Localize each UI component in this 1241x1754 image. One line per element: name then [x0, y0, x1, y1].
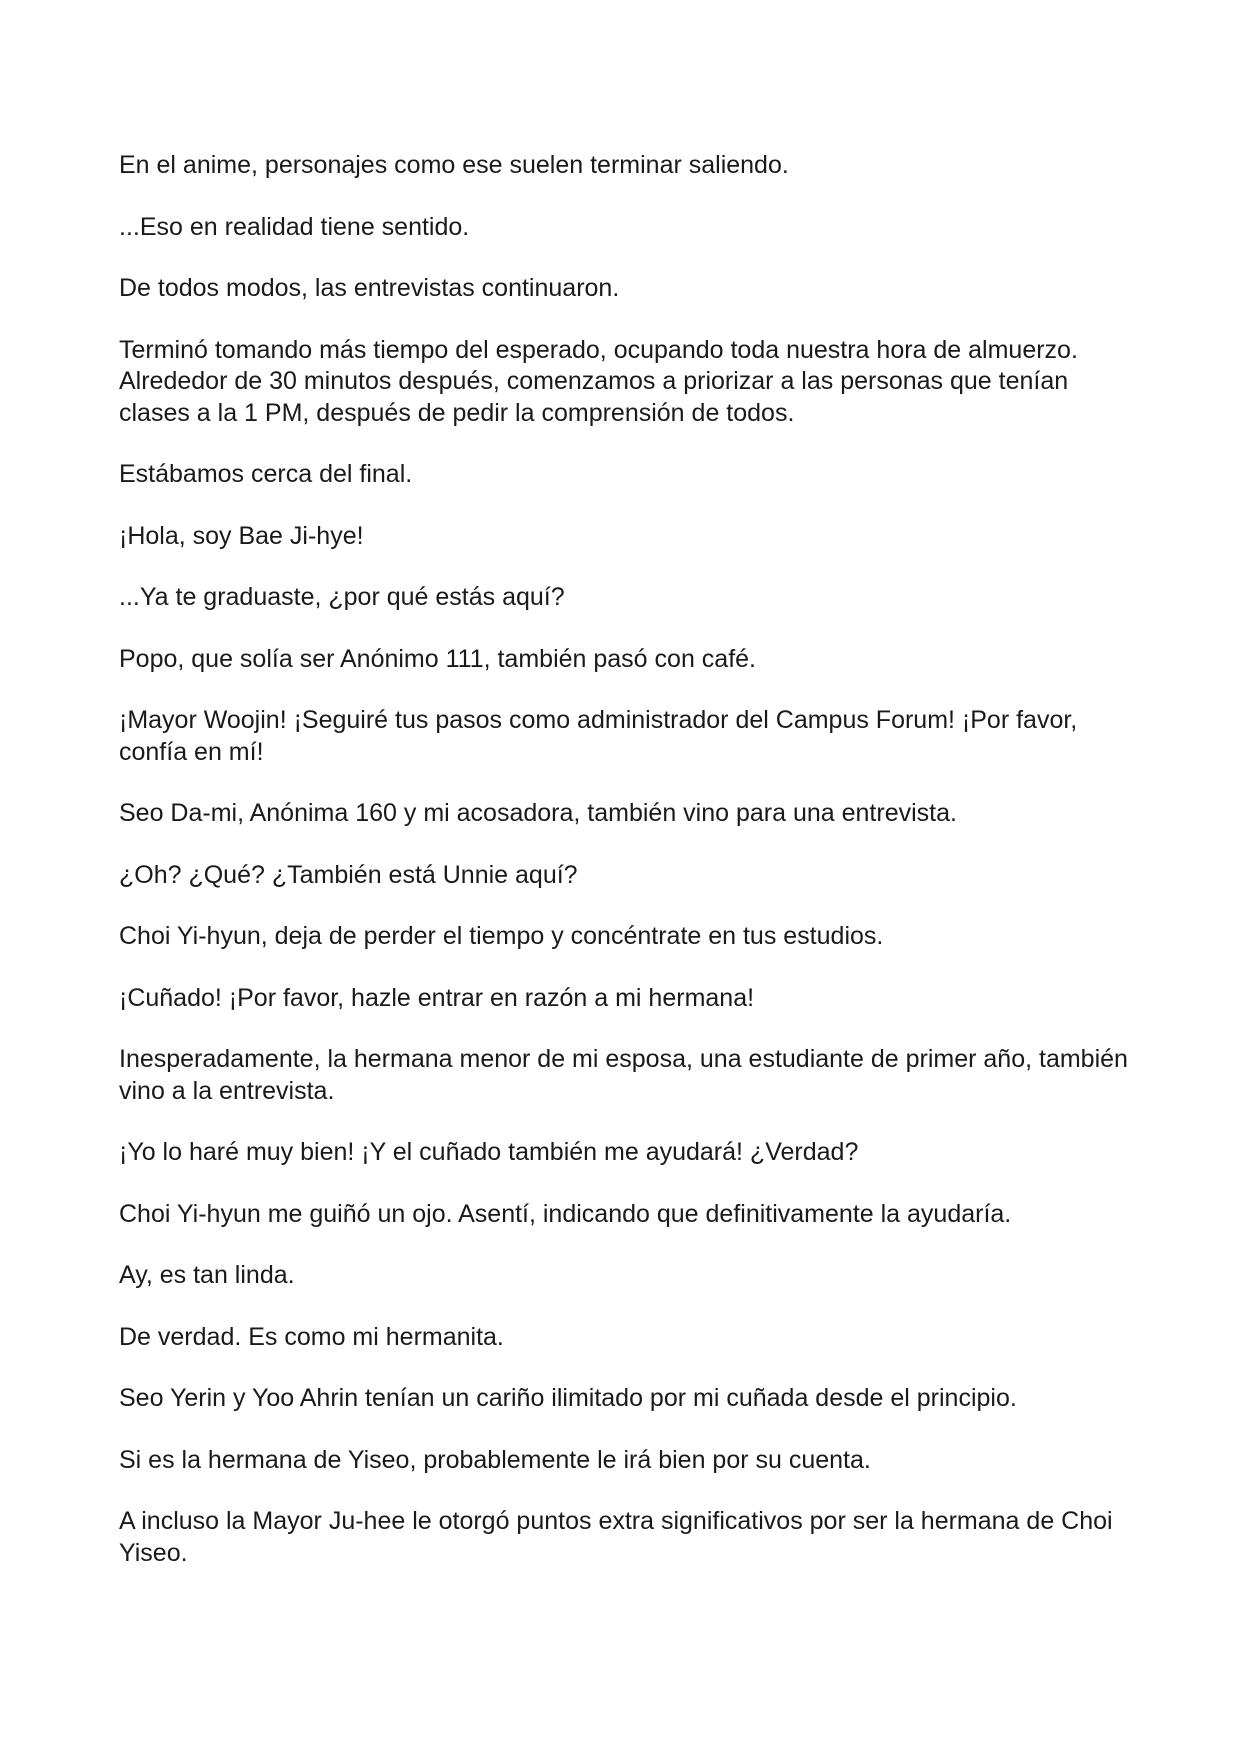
paragraph: ...Ya te graduaste, ¿por qué estás aquí?	[119, 583, 565, 611]
paragraph: Seo Yerin y Yoo Ahrin tenían un cariño ilimitado por mi cuñada desde el principio.	[119, 1384, 1017, 1412]
paragraph: Inesperadamente, la hermana menor de mi esposa, una estudiante de primer año, también vino a la entrevista.	[119, 1045, 1128, 1105]
paragraph: Ay, es tan linda.	[119, 1261, 295, 1289]
paragraph: Choi Yi-hyun me guiñó un ojo. Asentí, indicando que definitivamente la ayudaría.	[119, 1199, 1012, 1228]
paragraph: ...Eso en realidad tiene sentido.	[119, 212, 470, 241]
paragraph: De todos modos, las entrevistas continuaron.	[119, 274, 620, 302]
paragraph: ¡Mayor Woojin! ¡Seguiré tus pasos como administrador del Campus Forum! ¡Por favor, confía en mí!	[119, 706, 1078, 766]
paragraph: ¡Yo lo haré muy bien! ¡Y el cuñado también me ayudará! ¿Verdad?	[119, 1138, 859, 1166]
paragraph: Choi Yi-hyun, deja de perder el tiempo y concéntrate en tus estudios.	[119, 922, 884, 950]
paragraph: Si es la hermana de Yiseo, probablemente le irá bien por su cuenta.	[119, 1445, 871, 1474]
paragraph: A incluso la Mayor Ju-hee le otorgó puntos extra significativos por ser la hermana de Choi Yiseo.	[119, 1507, 1113, 1567]
paragraph: Terminó tomando más tiempo del esperado, ocupando toda nuestra hora de almuerzo. Alrededor de 30 minutos después, comenzamos a priorizar a las personas que tenían clases a la 1 PM, después de pedir la comprensión de todos.	[119, 335, 1078, 427]
paragraph: En el anime, personajes como ese suelen terminar saliendo.	[119, 151, 789, 179]
paragraph: De verdad. Es como mi hermanita.	[119, 1322, 504, 1351]
paragraph: Estábamos cerca del final.	[119, 460, 413, 488]
paragraph: Seo Da-mi, Anónima 160 y mi acosadora, también vino para una entrevista.	[119, 799, 957, 827]
paragraph: Popo, que solía ser Anónimo 111, también pasó con café.	[119, 644, 756, 673]
paragraph: ¿Oh? ¿Qué? ¿También está Unnie aquí?	[119, 860, 578, 889]
document-body	[119, 150, 1139, 1599]
paragraph: ¡Hola, soy Bae Ji-hye!	[119, 521, 364, 550]
paragraph: ¡Cuñado! ¡Por favor, hazle entrar en razón a mi hermana!	[119, 983, 755, 1012]
